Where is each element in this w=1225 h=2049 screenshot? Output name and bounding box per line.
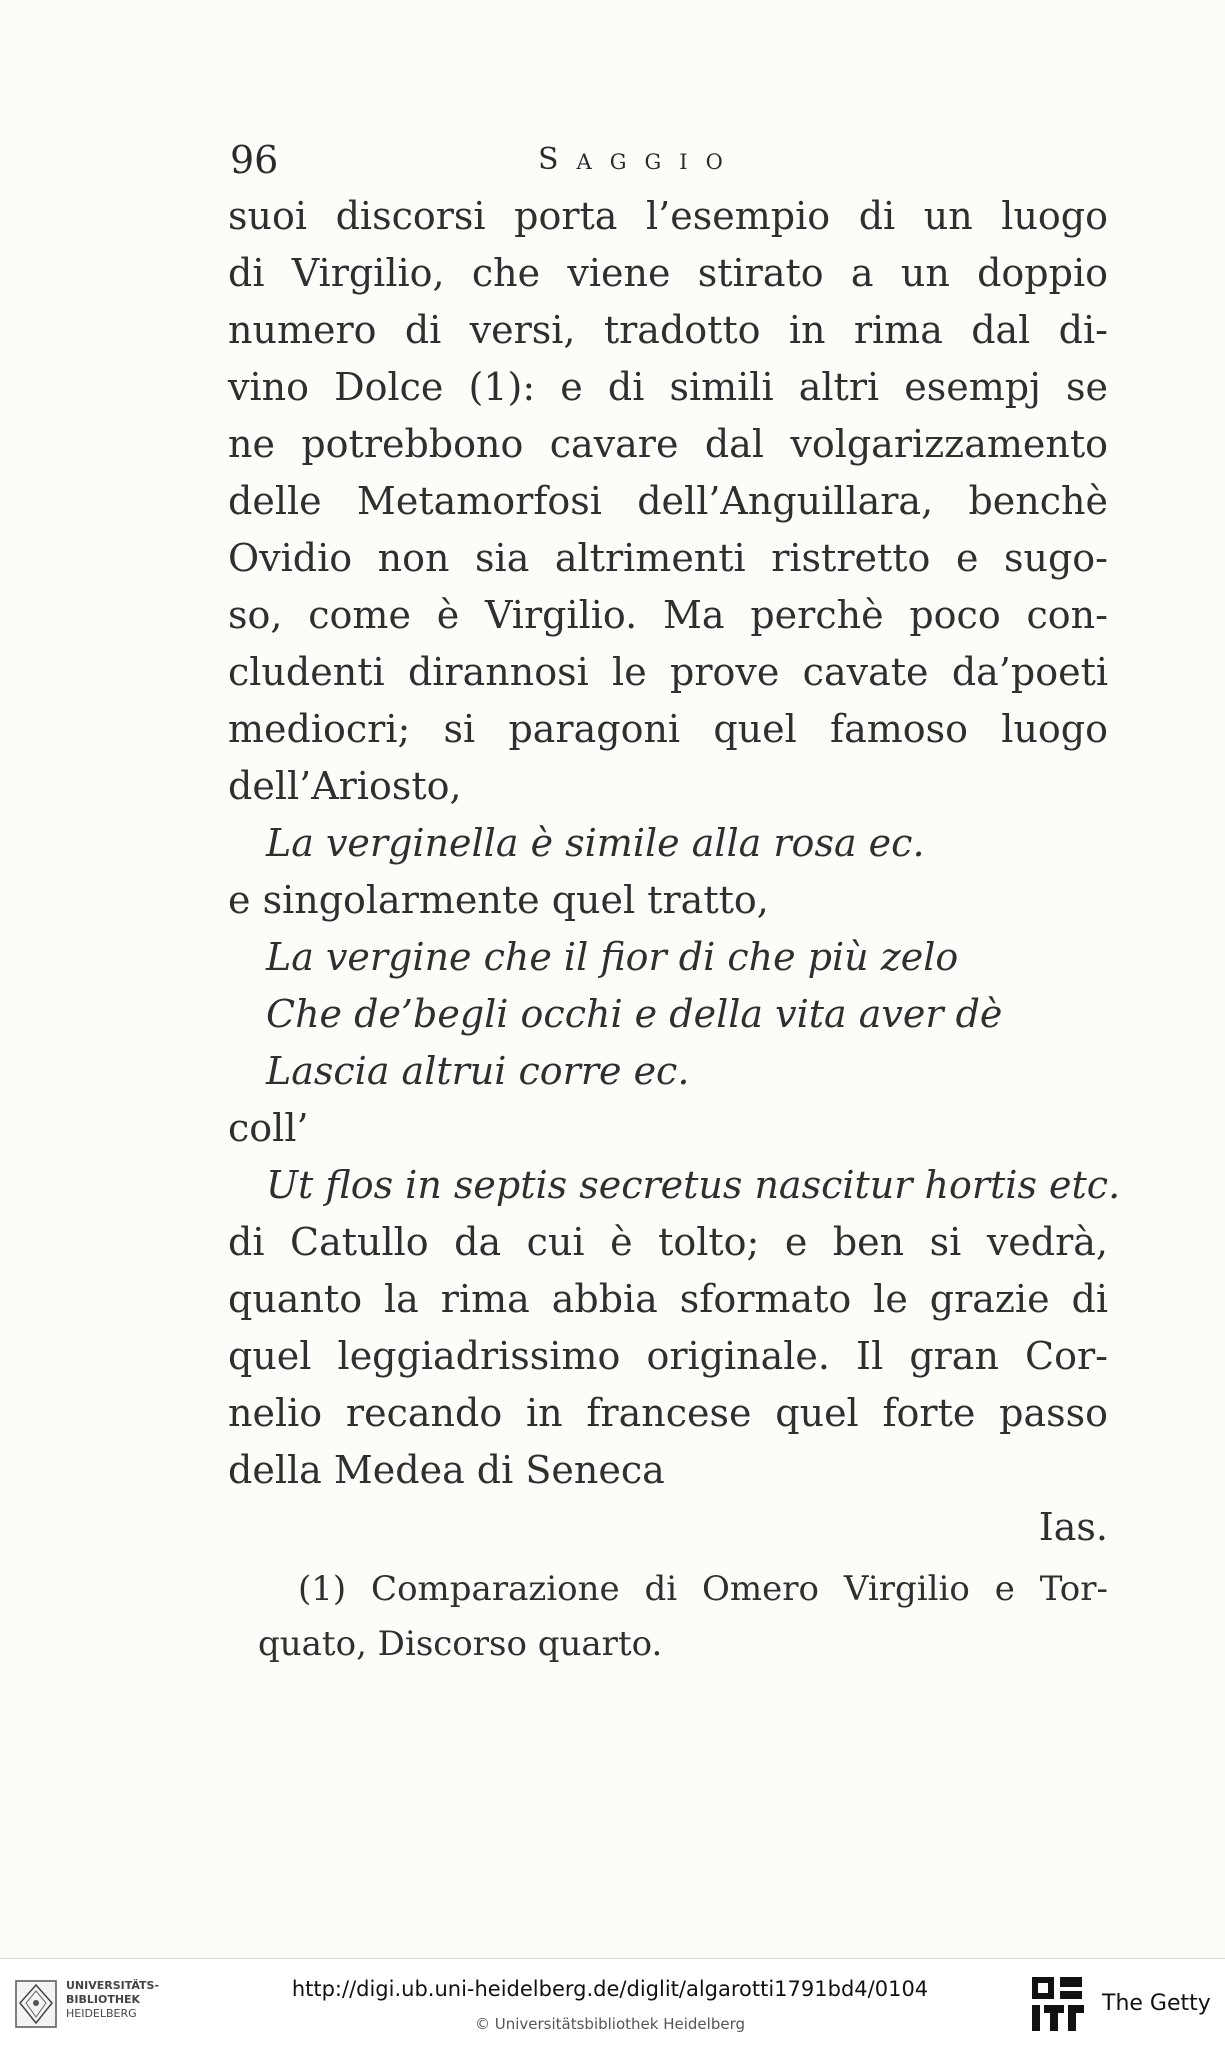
text-line: quanto la rima abbia sformato le grazie di: [228, 1277, 1108, 1321]
text-line: quel leggiadrissimo originale. Il gran Cor-: [228, 1334, 1108, 1378]
text-line: della Medea di Seneca: [228, 1448, 665, 1492]
text-line: nelio recando in francese quel forte passo: [228, 1391, 1108, 1435]
text-line: dell’Ariosto,: [228, 764, 462, 808]
text-line: so, come è Virgilio. Ma perchè poco con-: [228, 593, 1108, 637]
footnote-line: quato, Discorso quarto.: [258, 1624, 663, 1664]
university-seal-icon: [14, 1979, 58, 2029]
getty-name: The Getty: [1102, 1991, 1211, 2016]
quote-line: Che de’begli occhi e della vita aver dè: [266, 992, 1003, 1036]
university-name-line: UNIVERSITÄTS-: [66, 1979, 160, 1992]
text-line: mediocri; si paragoni quel famoso luogo: [228, 707, 1108, 751]
footnote: [228, 1562, 1108, 1672]
copyright-notice: © Universitätsbibliothek Heidelberg: [474, 2015, 745, 2033]
viewer-footer: [0, 1958, 1225, 2049]
text-line: cludenti dirannosi le prove cavate da’poeti: [228, 650, 1108, 694]
text-line: di Virgilio, che viene stirato a un doppio: [228, 251, 1108, 295]
text-line: suoi discorsi porta l’esempio di un luogo: [228, 194, 1108, 238]
text-line: vino Dolce (1): e di simili altri esempj se: [228, 365, 1108, 409]
permalink-url[interactable]: http://digi.ub.uni-heidelberg.de/diglit/algarotti1791bd4/0104: [291, 1977, 929, 2001]
text-line: numero di versi, tradotto in rima dal di-: [228, 308, 1108, 352]
page-text: [228, 188, 1121, 1672]
university-name-line: HEIDELBERG: [66, 2007, 137, 2020]
quote-line: Lascia altrui corre ec.: [266, 1049, 690, 1093]
text-line: delle Metamorfosi dell’Anguillara, benchè: [228, 479, 1108, 523]
footnote-line: (1) Comparazione di Omero Virgilio e Tor-: [298, 1569, 1108, 1609]
university-name-line: BIBLIOTHEK: [66, 1993, 141, 2006]
text-line: Ovidio non sia altrimenti ristretto e sugo-: [228, 536, 1108, 580]
page-number: 96: [230, 138, 279, 182]
text-line: e singolarmente quel tratto,: [228, 878, 769, 922]
university-name: [66, 1979, 159, 2021]
quote-line: La vergine che il fior di che più zelo: [266, 935, 959, 979]
running-head: Saggio: [538, 142, 741, 177]
text-line: coll’: [228, 1106, 309, 1150]
quote-catullus: Ut flos in septis secretus nascitur hortis etc.: [266, 1163, 1121, 1207]
getty-logo-icon: [1030, 1973, 1086, 2035]
catchword: Ias.: [1038, 1505, 1108, 1549]
quote-ariosto: La verginella è simile alla rosa ec.: [266, 821, 925, 865]
text-line: di Catullo da cui è tolto; e ben si vedrà,: [228, 1220, 1108, 1264]
text-line: ne potrebbono cavare dal volgarizzamento: [228, 422, 1108, 466]
